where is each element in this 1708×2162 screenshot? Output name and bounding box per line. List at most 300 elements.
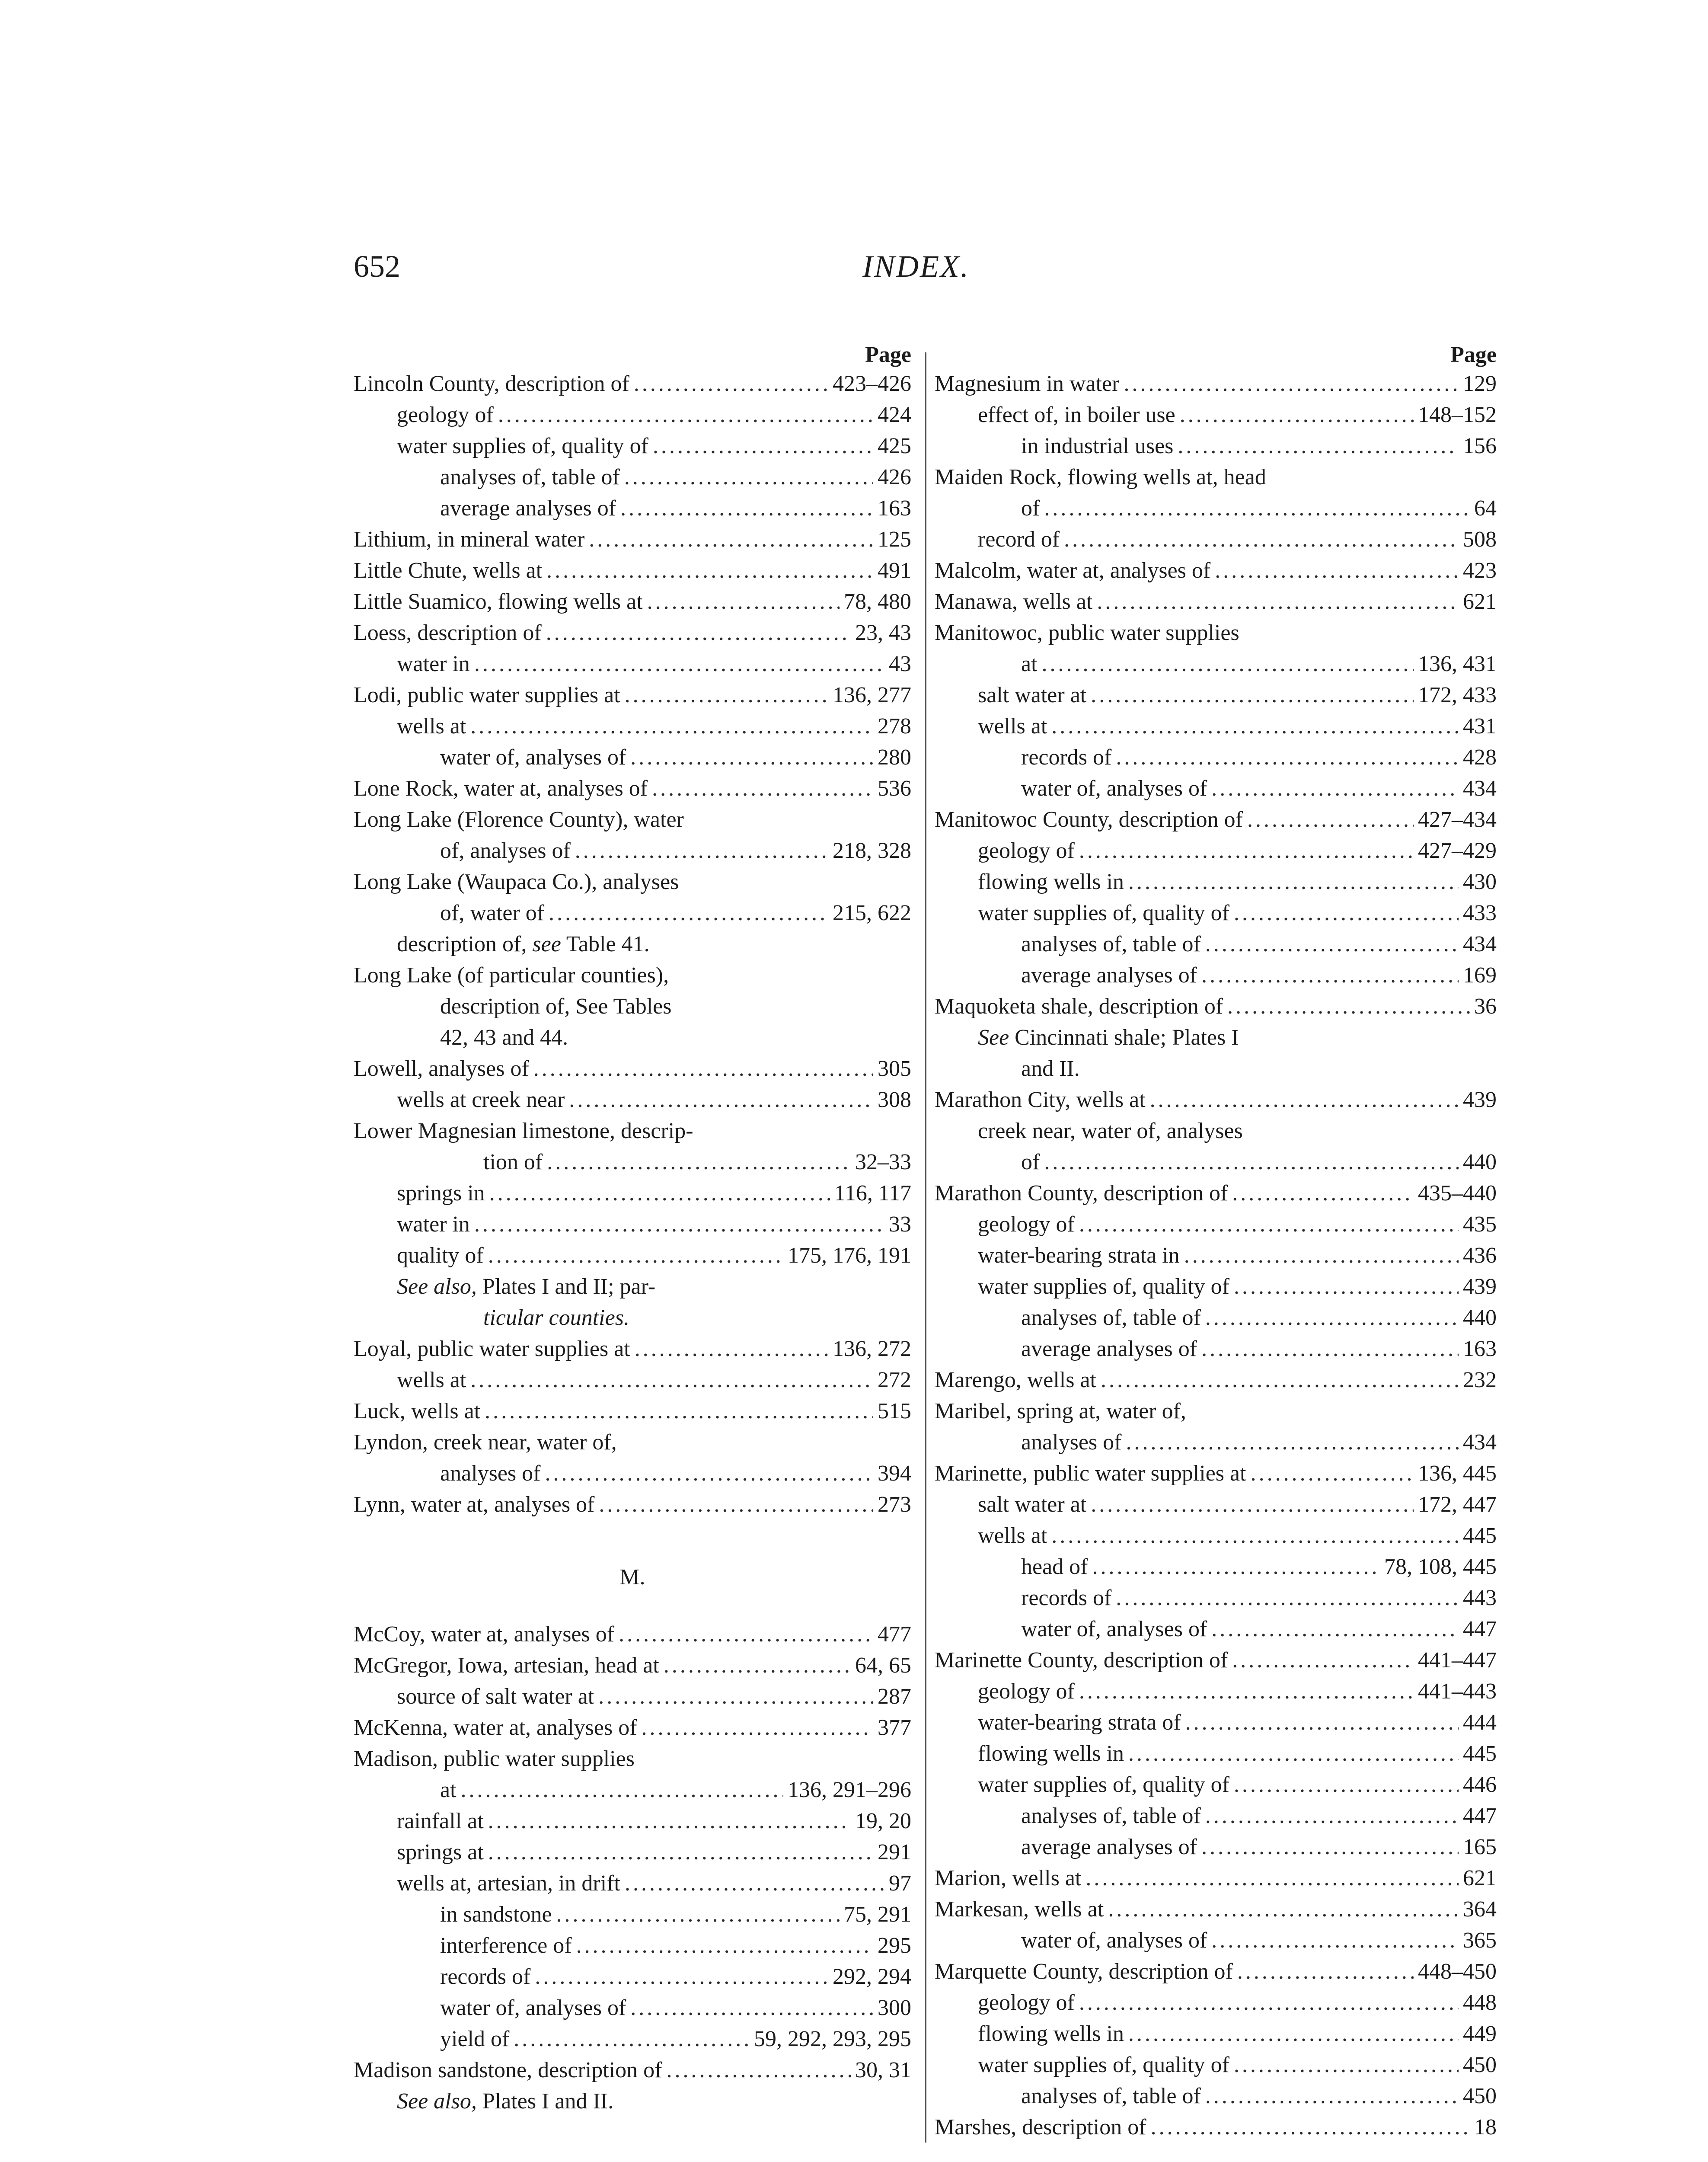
entry-pages: 136, 431 [1418,652,1497,676]
entry-label-text: springs at [397,1840,484,1865]
entry-label [397,1240,484,1271]
entry-label-text: Plates I and II; par- [482,1274,656,1299]
entry-label-text: springs in [397,1181,485,1206]
dot-leader [1079,1987,1459,2018]
entry-label [1021,1925,1207,1956]
entry-pages: 169 [1463,963,1497,988]
dot-leader [1178,431,1459,462]
entry-label [978,524,1060,555]
dot-leader [1091,1489,1414,1520]
dot-leader [1124,368,1459,400]
dot-leader [1079,1209,1459,1240]
dot-leader [1227,991,1470,1022]
entry-label [935,1084,1146,1116]
index-entries-m [354,1619,911,2117]
entry-label [440,1930,572,1961]
entry-label-text: Maquoketa shale, description of [935,994,1223,1019]
entry-label-text: Marathon County, description of [935,1181,1228,1206]
entry-pages: 36 [1474,994,1497,1019]
entry-label [978,898,1229,929]
dot-leader [575,835,828,867]
entry-pages: 425 [878,434,911,458]
entry-pages: 232 [1463,1368,1497,1392]
entry-label-text: Lodi, public water supplies at [354,683,620,707]
entry-label-text: wells at [978,714,1047,739]
index-entry [354,991,911,1022]
entry-label-text: flowing wells in [978,870,1124,894]
entry-label-text: average analyses of [1021,963,1197,988]
dot-leader [624,462,873,493]
entry-pages: 434 [1463,776,1497,801]
entry-pages: 424 [878,403,911,427]
entry-label-text: flowing wells in [978,2021,1124,2046]
entry-label-text: Little Chute, wells at [354,558,543,583]
entry-label [440,1961,530,1992]
index-entry [935,524,1497,555]
entry-label [978,835,1075,867]
index-entry [935,960,1497,991]
entry-label-text: analyses of, table of [1021,1305,1201,1330]
entry-label-text: water in [397,652,470,676]
entry-pages: 64 [1474,496,1497,521]
entry-label-text: analyses of [1021,1430,1122,1455]
index-entry [354,1775,911,1806]
entry-label [397,1806,484,1837]
entry-label-text: Madison, public water supplies [354,1746,635,1771]
entry-label [935,462,1266,493]
entry-label-text: water supplies of, quality of [978,1772,1229,1797]
entry-label-text: Marinette County, description of [935,1648,1228,1673]
entry-pages: 19, 20 [855,1809,911,1833]
index-entry [354,555,911,586]
entry-label-text: creek near, water of, analyses [978,1119,1243,1143]
entry-label [354,960,669,991]
index-entry [935,431,1497,462]
entry-pages: 125 [878,527,911,552]
entry-label-text: Malcolm, water at, analyses of [935,558,1211,583]
entry-label [1021,1832,1197,1863]
entry-label [1021,1053,1080,1084]
entry-label-text: Marshes, description of [935,2115,1146,2140]
dot-leader [1097,586,1459,617]
entry-pages: 448 [1463,1990,1497,2015]
dot-leader [1128,2018,1459,2050]
dot-leader [1126,1427,1459,1458]
entry-label-text: at [1021,652,1038,676]
index-entry [354,1147,911,1178]
entry-label [397,1681,594,1712]
index-entry [935,1925,1497,1956]
entry-label-text: average analyses of [1021,1835,1197,1859]
entry-label [354,680,620,711]
index-entry [935,1987,1497,2018]
index-entry [935,493,1497,524]
entry-label [978,1271,1229,1302]
entry-pages: 440 [1463,1150,1497,1174]
entry-pages: 435–440 [1418,1181,1497,1206]
entry-label [935,368,1119,400]
entry-label [935,555,1210,586]
entry-pages: 428 [1463,745,1497,770]
index-entry [935,1396,1497,1427]
entry-pages: 272 [878,1368,911,1392]
index-entry [354,1271,911,1302]
index-entry [935,1738,1497,1769]
entry-label-text: Lynn, water at, analyses of [354,1492,595,1517]
dot-leader [1211,773,1459,804]
dot-leader [620,493,873,524]
entry-label-text: of, water of [440,901,545,925]
entry-label [935,804,1243,835]
index-entry [935,1676,1497,1707]
index-entry [935,1147,1497,1178]
entry-pages: 136, 277 [833,683,911,707]
entry-label [935,1894,1104,1925]
dot-leader [1234,898,1459,929]
entry-pages: 278 [878,714,911,739]
dot-leader [1205,929,1459,960]
index-entry [935,1707,1497,1738]
dot-leader [547,1147,851,1178]
dot-leader [546,617,851,649]
entry-pages: 433 [1463,901,1497,925]
index-entry [354,586,911,617]
entry-pages: 172, 433 [1418,683,1497,707]
entry-pages: 175, 176, 191 [788,1243,911,1268]
entry-label [397,1837,484,1868]
entry-label [978,1489,1086,1520]
index-entry [354,773,911,804]
index-entry [354,2086,911,2117]
entry-label-text: Marinette, public water supplies at [935,1461,1246,1486]
entry-pages: 434 [1463,932,1497,956]
entry-label-text: wells at creek near [397,1087,565,1112]
index-entry [354,1178,911,1209]
entry-label-text: and II. [1021,1056,1080,1081]
index-entry [354,1650,911,1681]
dot-leader [625,1868,884,1899]
dot-leader [1205,1801,1459,1832]
dot-leader [647,586,840,617]
entry-label-text: Plates I and II. [482,2089,614,2114]
entry-label [978,711,1047,742]
dot-leader [569,1084,873,1116]
entry-pages: 305 [878,1056,911,1081]
entry-label-text: Lyndon, creek near, water of, [354,1430,617,1455]
entry-label [440,991,672,1022]
index-entry [935,1769,1497,1801]
dot-leader [1232,1645,1414,1676]
entry-label-text: water in [397,1212,470,1237]
dot-leader [1205,2081,1459,2112]
entry-label [354,1743,635,1775]
dot-leader [1116,1583,1459,1614]
entry-label [440,462,620,493]
entry-label-text: salt water at [978,1492,1087,1517]
entry-label-text: geology of [978,838,1075,863]
index-entry [354,400,911,431]
index-entry [354,804,911,835]
entry-pages: 292, 294 [833,1964,911,1989]
entry-label [440,1899,552,1930]
index-entry [935,462,1497,493]
entry-pages: 426 [878,465,911,489]
entry-label-text: Lower Magnesian limestone, descrip- [354,1119,693,1143]
entry-label [935,1178,1228,1209]
entry-label [397,2086,613,2117]
entry-label [354,524,584,555]
dot-leader [533,1053,873,1084]
index-entry [354,1396,911,1427]
entry-label [1021,929,1201,960]
entry-pages: 43 [889,652,911,676]
dot-leader [1180,400,1414,431]
index-entry [354,1302,911,1334]
entry-label [935,586,1092,617]
entry-label [354,586,643,617]
index-entry [935,1614,1497,1645]
entry-label [978,1987,1075,2018]
entry-pages: 621 [1463,589,1497,614]
entry-label-text: Little Suamico, flowing wells at [354,589,643,614]
entry-pages: 32–33 [855,1150,911,1174]
entry-label-text: geology of [978,1679,1075,1704]
index-entry [354,524,911,555]
dot-leader [535,1961,828,1992]
entry-pages: 148–152 [1418,403,1497,427]
dot-leader [470,1365,873,1396]
index-entry [354,1240,911,1271]
entry-label [978,2018,1124,2050]
dot-leader [1044,493,1470,524]
index-entry [935,1334,1497,1365]
entry-label [978,1769,1229,1801]
entry-label [1021,742,1111,773]
index-column-right [935,342,1497,2143]
running-head: INDEX. [862,249,970,284]
entry-label-text: Manitowoc County, description of [935,807,1243,832]
entry-label [978,1738,1124,1769]
entry-label [978,1707,1181,1738]
entry-pages: 64, 65 [855,1653,911,1678]
entry-label [978,400,1175,431]
entry-label-text: Lithium, in mineral water [354,527,585,552]
entry-label-text: interference of [440,1933,572,1958]
entry-label-text: geology of [978,1990,1075,2015]
dot-leader [1201,1334,1459,1365]
index-entry [354,1837,911,1868]
dot-leader [599,1489,873,1520]
index-entry [354,2024,911,2055]
entry-pages: 163 [878,496,911,521]
entry-label-text: rainfall at [397,1809,484,1833]
index-entry [354,1868,911,1899]
entry-label-italic: ticular counties. [483,1305,629,1330]
entry-label [978,1240,1180,1271]
entry-label [1021,493,1040,524]
dot-leader [1251,1458,1414,1489]
entry-pages: 163 [1463,1337,1497,1361]
entry-pages: 295 [878,1933,911,1958]
page-column-label: Page [865,342,911,367]
index-entry [354,1084,911,1116]
entry-label [1021,1801,1201,1832]
entry-label-text: head of [1021,1554,1088,1579]
entry-label [440,742,626,773]
index-entry [935,1520,1497,1551]
entry-pages: 444 [1463,1710,1497,1735]
entry-label [978,1676,1075,1707]
index-entry [935,1458,1497,1489]
dot-leader [666,2055,851,2086]
entry-label [978,680,1086,711]
entry-label-text: wells at [978,1523,1047,1548]
entry-pages: 477 [878,1622,911,1647]
entry-pages: 364 [1463,1897,1497,1922]
entry-label [397,1209,470,1240]
entry-pages: 515 [878,1399,911,1423]
dot-leader [485,1396,873,1427]
entry-pages: 287 [878,1684,911,1709]
index-entry [935,1209,1497,1240]
index-entry [935,1863,1497,1894]
entry-pages: 439 [1463,1087,1497,1112]
entry-pages: 436 [1463,1243,1497,1268]
entry-label-text: records of [1021,745,1112,770]
entry-label [935,991,1223,1022]
dot-leader [1201,960,1459,991]
dot-leader [488,1806,851,1837]
entry-pages: 172, 447 [1418,1492,1497,1517]
index-entry [354,1930,911,1961]
dot-leader [619,1619,873,1650]
index-entry [935,1084,1497,1116]
entry-label-text: analyses of, table of [1021,2084,1201,2108]
entry-label-text: Lowell, analyses of [354,1056,529,1081]
entry-label [1021,431,1173,462]
entry-label [354,1396,480,1427]
dot-leader [1128,867,1459,898]
entry-label [397,711,466,742]
entry-pages: 447 [1463,1617,1497,1641]
index-entry [935,2018,1497,2050]
entry-label [440,1992,626,2024]
entry-label-text: wells at [397,714,466,739]
dot-leader [489,1178,830,1209]
entry-pages: 136, 291–296 [788,1778,911,1802]
entry-label-text: description of, [397,932,527,956]
entry-pages: 430 [1463,870,1497,894]
entry-label [354,1116,693,1147]
entry-pages: 445 [1463,1741,1497,1766]
entry-pages: 449 [1463,2021,1497,2046]
entry-pages: 116, 117 [834,1181,911,1206]
entry-label [935,1458,1246,1489]
entry-label [1021,1583,1111,1614]
entry-label-text: McCoy, water at, analyses of [354,1622,615,1647]
entry-label [397,431,648,462]
index-entry [354,493,911,524]
entry-label [354,368,629,400]
entry-pages: 450 [1463,2084,1497,2108]
dot-leader [1184,1240,1459,1271]
index-entry [935,1302,1497,1334]
entry-label-text: water-bearing strata of [978,1710,1181,1735]
entry-label [1021,1614,1207,1645]
dot-leader [546,555,873,586]
entry-label [935,1645,1228,1676]
entry-label-text: water supplies of, quality of [978,901,1229,925]
index-entry [935,1832,1497,1863]
entry-label-text: Long Lake (Florence County), water [354,807,684,832]
index-entry [354,1961,911,1992]
entry-pages: 435 [1463,1212,1497,1237]
entry-pages: 448–450 [1418,1959,1497,1984]
entry-pages: 291 [878,1840,911,1865]
dot-leader [1234,1769,1459,1801]
index-entry [935,1365,1497,1396]
dot-leader [474,649,884,680]
entry-pages: 59, 292, 293, 295 [754,2027,911,2051]
index-entry [935,1801,1497,1832]
index-entry [354,711,911,742]
index-entry [354,617,911,649]
entry-pages: 365 [1463,1928,1497,1953]
entry-pages: 136, 445 [1418,1461,1497,1486]
entry-pages: 431 [1463,714,1497,739]
index-entry [354,742,911,773]
dot-leader [1051,711,1459,742]
entry-label [354,1489,594,1520]
entry-label-text: description of, See Tables [440,994,672,1019]
entry-label-text: of, analyses of [440,838,571,863]
entry-pages: 308 [878,1087,911,1112]
entry-label [935,1396,1186,1427]
entry-label-text: water supplies of, quality of [978,1274,1229,1299]
entry-pages: 536 [878,776,911,801]
dot-leader [1247,804,1414,835]
index-entry [354,1209,911,1240]
entry-label-text: source of salt water at [397,1684,594,1709]
entry-pages: 443 [1463,1586,1497,1610]
entry-label [354,804,684,835]
entry-label [397,1271,655,1302]
dot-leader [1201,1832,1459,1863]
dot-leader [1051,1520,1459,1551]
entry-pages: 441–447 [1418,1648,1497,1673]
dot-leader [556,1899,840,1930]
entry-label [354,617,542,649]
entry-label-text: Loyal, public water supplies at [354,1337,630,1361]
entry-label [483,1147,543,1178]
entry-label [354,1619,614,1650]
dot-leader [1079,1676,1414,1707]
entry-pages: 439 [1463,1274,1497,1299]
entry-label [354,2055,662,2086]
entry-pages: 447 [1463,1804,1497,1828]
index-entry [354,462,911,493]
entry-pages: 394 [878,1461,911,1486]
entry-label-text: water of, analyses of [1021,1617,1207,1641]
entry-pages: 136, 272 [833,1337,911,1361]
index-entry [935,2050,1497,2081]
entry-label [978,2050,1229,2081]
index-entry [935,368,1497,400]
dot-leader [545,1458,873,1489]
entry-label [397,1365,466,1396]
dot-leader [488,1240,783,1271]
entry-pages: 78, 108, 445 [1384,1554,1497,1579]
